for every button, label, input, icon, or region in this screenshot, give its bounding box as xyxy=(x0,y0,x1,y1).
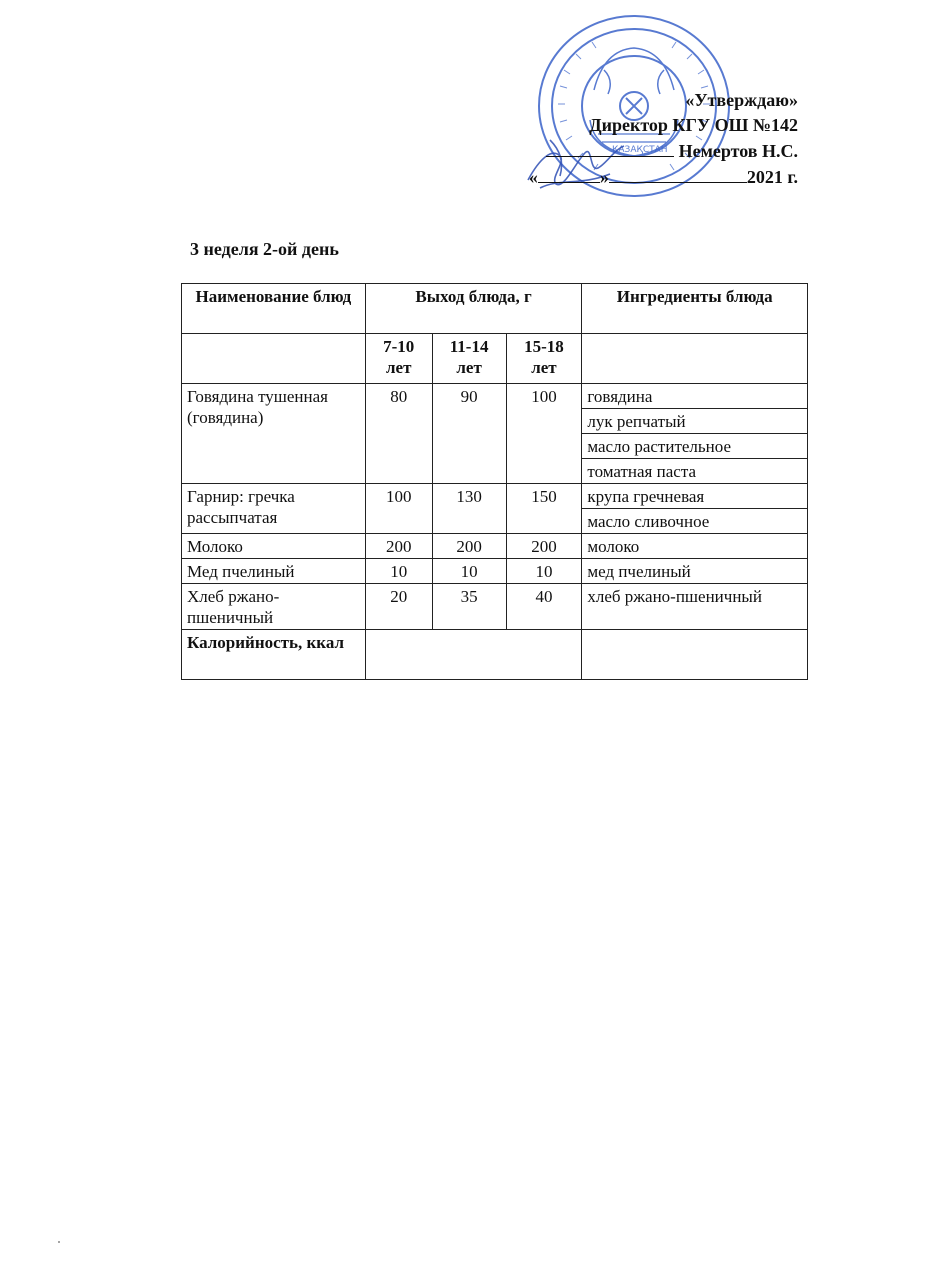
ingredient-cell: мед пчелиный xyxy=(582,559,808,584)
header-dish-output: Выход блюда, г xyxy=(365,284,582,334)
dish-name-cell: Мед пчелиный xyxy=(182,559,366,584)
table-age-row xyxy=(182,334,808,384)
director-signature-line xyxy=(468,138,798,164)
output-cell: 100 xyxy=(365,484,432,534)
age-group-cell: 7-10 лет xyxy=(365,334,432,384)
output-cell: 10 xyxy=(506,559,582,584)
ingredient-cell: хлеб ржано-пшеничный xyxy=(582,584,808,630)
calorie-label: Калорийность, ккал xyxy=(182,630,366,680)
table-header-row xyxy=(182,284,808,334)
dish-name-cell: Говядина тушенная (говядина) xyxy=(182,384,366,484)
dish-name-cell: Хлеб ржано-пшеничный xyxy=(182,584,366,630)
output-cell: 40 xyxy=(506,584,582,630)
director-name: Немертов Н.С. xyxy=(678,141,798,161)
output-cell: 10 xyxy=(365,559,432,584)
header-dish-name: Наименование блюд xyxy=(182,284,366,334)
signature-blank xyxy=(546,138,674,157)
age-row-empty-cell xyxy=(582,334,808,384)
output-cell: 200 xyxy=(506,534,582,559)
date-year: 2021 г. xyxy=(746,167,798,187)
ingredient-cell: лук репчатый xyxy=(582,409,808,434)
ingredient-cell: крупа гречневая xyxy=(582,484,808,509)
calorie-row xyxy=(182,630,808,680)
calorie-output-cell xyxy=(365,630,582,680)
output-cell: 200 xyxy=(432,534,506,559)
age-group-cell: 15-18 лет xyxy=(506,334,582,384)
header-ingredients: Ингредиенты блюда xyxy=(582,284,808,334)
output-cell: 200 xyxy=(365,534,432,559)
output-cell: 20 xyxy=(365,584,432,630)
stamp-text: ҚАЗАҚСТАН xyxy=(612,145,668,155)
approval-block xyxy=(468,88,798,190)
date-quote-close: » xyxy=(599,167,609,187)
dish-name-cell: Гарнир: гречка рассыпчатая xyxy=(182,484,366,534)
table-row xyxy=(182,559,808,584)
ingredient-cell: томатная паста xyxy=(582,459,808,484)
output-cell: 35 xyxy=(432,584,506,630)
age-group-cell: 11-14 лет xyxy=(432,334,506,384)
calorie-ingredients-cell xyxy=(582,630,808,680)
scan-speck xyxy=(58,1241,60,1243)
table-row xyxy=(182,384,808,409)
director-title: Директор КГУ ОШ №142 xyxy=(589,115,798,135)
menu-day-heading: 3 неделя 2-ой день xyxy=(190,239,339,259)
date-month-blank xyxy=(609,164,747,183)
output-cell: 80 xyxy=(365,384,432,484)
output-cell: 100 xyxy=(506,384,582,484)
output-cell: 90 xyxy=(432,384,506,484)
date-day-blank xyxy=(538,164,600,183)
ingredient-cell: говядина xyxy=(582,384,808,409)
age-row-empty-cell xyxy=(182,334,366,384)
table-row xyxy=(182,584,808,630)
output-cell: 130 xyxy=(432,484,506,534)
menu-table xyxy=(181,283,808,680)
ingredient-cell: масло растительное xyxy=(582,434,808,459)
ingredient-cell: молоко xyxy=(582,534,808,559)
ingredient-cell: масло сливочное xyxy=(582,509,808,534)
output-cell: 10 xyxy=(432,559,506,584)
approval-title: «Утверждаю» xyxy=(685,90,798,110)
approval-date-line xyxy=(468,164,798,190)
table-row xyxy=(182,534,808,559)
dish-name-cell: Молоко xyxy=(182,534,366,559)
output-cell: 150 xyxy=(506,484,582,534)
date-quote-open: « xyxy=(528,167,538,187)
table-row xyxy=(182,484,808,509)
